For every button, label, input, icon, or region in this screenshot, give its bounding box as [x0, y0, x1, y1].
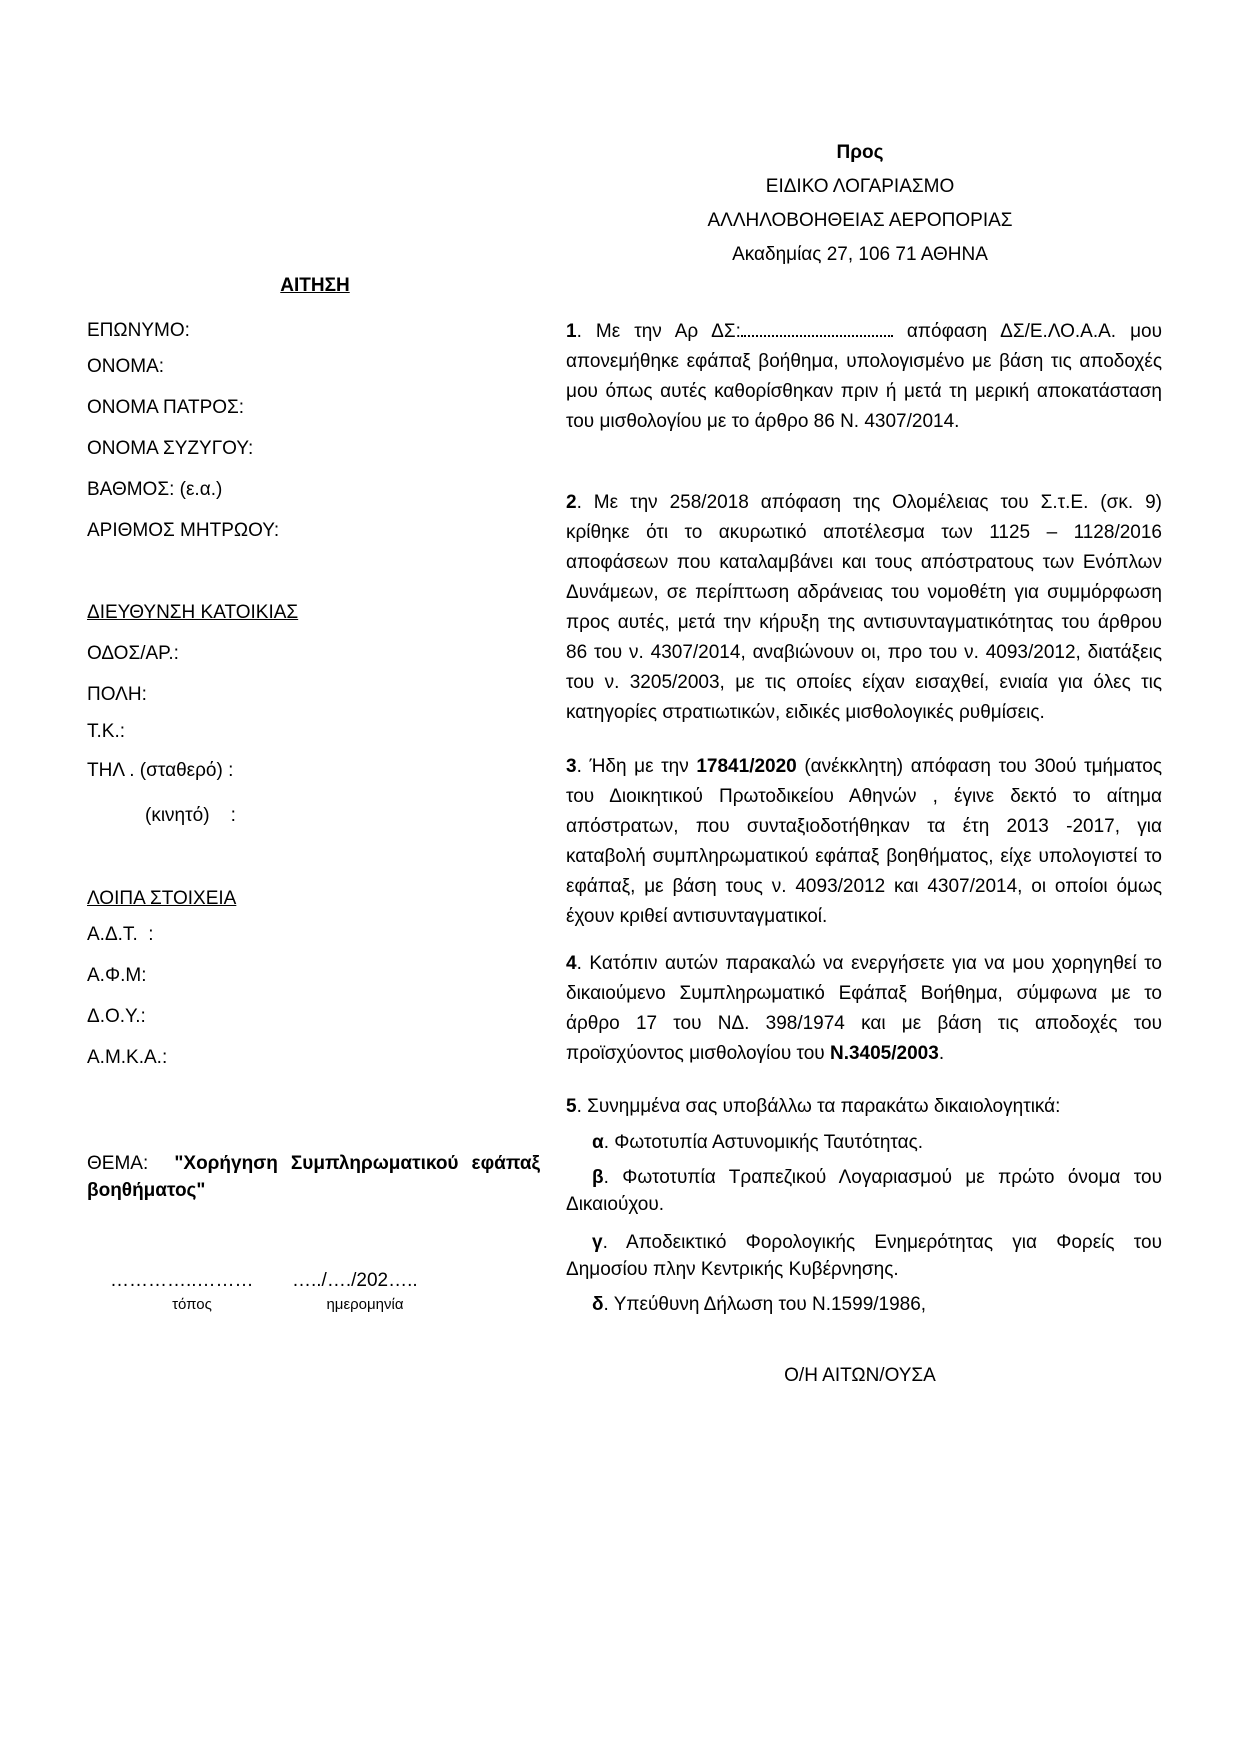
p4-law: Ν.3405/2003: [829, 1043, 939, 1064]
attachment-g-letter: γ: [592, 1232, 603, 1253]
field-onoma: ΟΝΟΜΑ:: [87, 356, 165, 377]
recipient-pros: Προς: [836, 142, 884, 163]
field-adt: Α.Δ.Τ. :: [87, 924, 154, 945]
attachment-b-letter: β: [592, 1167, 604, 1188]
attachment-a: [592, 1128, 1162, 1158]
field-onoma-patros: ΟΝΟΜΑ ΠΑΤΡΟΣ:: [87, 397, 245, 418]
p1-number: 1: [566, 321, 577, 342]
attachment-a-text: . Φωτοτυπία Αστυνομικής Ταυτότητας.: [603, 1132, 924, 1153]
p3-text-a: . Ήδη με την: [576, 756, 697, 777]
subject: [87, 1150, 540, 1204]
field-tk: Τ.Κ.:: [87, 721, 126, 742]
attachment-b: [566, 1164, 1162, 1218]
place-dots: …………..………: [110, 1270, 254, 1291]
p1-text-b: απόφαση ΔΣ/Ε.ΛΟ.Α.Α. μου απονεμήθηκε εφάπαξ βοήθημα, υπολογισμένο με βάση τις αποδοχές μου όπως αυτές καθορίσθηκαν πριν ή μετά τη μερική αποκατάσταση του μισθολογίου με το άρθρο 86 Ν. 4307/2014.: [566, 321, 1162, 432]
field-vathmos: ΒΑΘΜΟΣ: (ε.α.): [87, 479, 223, 500]
field-eponymo: ΕΠΩΝΥΜΟ:: [87, 320, 190, 341]
attachment-d: [592, 1290, 1162, 1320]
subject-label: ΘΕΜΑ:: [87, 1153, 149, 1174]
field-poli: ΠΟΛΗ:: [87, 684, 147, 705]
field-afm: Α.Φ.Μ:: [87, 965, 147, 986]
p2-number: 2: [566, 492, 577, 513]
p2-text: . Με την 258/2018 απόφαση της Ολομέλειας του Σ.τ.Ε. (σκ. 9) κρίθηκε ότι το ακυρωτικό αποτέλεσμα των 1125 – 1128/2016 αποφάσεων που καταλαμβάνει και τους απόστρατους των Ενόπλων Δυνάμεων, σε περίπτωση αδράνειας του νομοθέτη για συμμόρφωση προς αυτές, μετά την κήρυξη της αντισυνταγματικότητας του άρθρου 86 του ν. 4307/2014, αναβιώνουν οι, προ του ν. 4093/2012, διατάξεις του ν. 3205/2003, με τις οποίες είχαν εισαχθεί, ενιαία για όλες τις κατηγορίες στρατιωτικών, ειδικές μισθολογικές ρυθμίσεις.: [566, 492, 1162, 723]
p5-number: 5: [566, 1096, 577, 1117]
field-til-stathero: ΤΗΛ . (σταθερό) :: [87, 760, 234, 781]
p4-text-b: .: [938, 1043, 945, 1064]
attachment-g-text: . Αποδεικτικό Φορολογικής Ενημερότητας για Φορείς του Δημοσίου πλην Κεντρικής Κυβέρνησης.: [566, 1232, 1162, 1280]
recipient-line1: ΕΙΔΙΚΟ ΛΟΓΑΡΙΑΣΜΟ: [765, 176, 955, 197]
attachment-b-text: . Φωτοτυπία Τραπεζικού Λογαριασμού με πρώτο όνομα του Δικαιούχου.: [566, 1167, 1162, 1215]
date-label: ημερομηνία: [326, 1296, 404, 1313]
place-label: τόπος: [172, 1296, 212, 1313]
subject-text: "Χορήγηση Συμπληρωματικού εφάπαξ βοηθήματος": [87, 1153, 541, 1201]
other-heading: ΛΟΙΠΑ ΣΤΟΙΧΕΙΑ: [87, 888, 237, 909]
recipient-line2: ΑΛΛΗΛΟΒΟΗΘΕΙΑΣ ΑΕΡΟΠΟΡΙΑΣ: [707, 210, 1013, 231]
recipient-address: Ακαδημίας 27, 106 71 ΑΘΗΝΑ: [732, 244, 988, 265]
p4-text-a: . Κατόπιν αυτών παρακαλώ να ενεργήσετε για να μου χορηγηθεί το δικαιούμενο Συμπληρωματικό Εφάπαξ Βοήθημα, σύμφωνα με το άρθρο 17 του ΝΔ. 398/1974 και με βάση τις αποδοχές του προϊσχύοντος μισθολογίου του: [566, 953, 1162, 1064]
signature-label: Ο/Η ΑΙΤΩΝ/ΟΥΣΑ: [784, 1365, 936, 1386]
paragraph-2: [566, 488, 1162, 728]
field-onoma-syzygou: ΟΝΟΜΑ ΣΥΖΥΓΟΥ:: [87, 438, 254, 459]
paragraph-3: [566, 752, 1162, 932]
p3-text-b: (ανέκκλητη) απόφαση του 30ού τμήματος του Διοικητικού Πρωτοδικείου Αθηνών , έγινε δεκτό το αίτημα απόστρατων, που συνταξιοδοτήθηκαν τα έτη 2013 -2017, για καταβολή συμπληρωματικού εφάπαξ βοηθήματος, είχε υπολογιστεί το εφάπαξ, με βάση τους ν. 4093/2012 και 4307/2014, οι οποίοι όμως έχουν κριθεί αντισυνταγματικοί.: [566, 756, 1162, 927]
p3-number: 3: [566, 756, 577, 777]
attachment-a-letter: α: [592, 1132, 604, 1153]
field-arithmos-mitroou: ΑΡΙΘΜΟΣ ΜΗΤΡΩΟΥ:: [87, 520, 280, 541]
ds-number-blank: [741, 317, 893, 337]
paragraph-1: [566, 317, 1162, 437]
address-heading: ΔΙΕΥΘΥΝΣΗ ΚΑΤΟΙΚΙΑΣ: [87, 602, 299, 623]
attachment-g: [566, 1229, 1162, 1283]
field-amka: Α.Μ.Κ.Α.:: [87, 1047, 168, 1068]
p5-text: . Συνημμένα σας υποβάλλω τα παρακάτω δικαιολογητικά:: [576, 1096, 1061, 1117]
attachment-d-letter: δ: [592, 1294, 604, 1315]
attachment-d-text: . Υπεύθυνη Δήλωση του Ν.1599/1986,: [603, 1294, 927, 1315]
paragraph-5: [566, 1092, 1162, 1122]
field-doy: Δ.Ο.Υ.:: [87, 1006, 146, 1027]
date-dots: …../…./202…..: [292, 1270, 418, 1291]
paragraph-4: [566, 949, 1162, 1069]
p1-text-a: . Με την Αρ ΔΣ:: [576, 321, 741, 342]
field-til-kinito: (κινητό) :: [145, 805, 236, 826]
p4-number: 4: [566, 953, 577, 974]
p3-decision-number: 17841/2020: [696, 756, 797, 777]
field-odos: ΟΔΟΣ/ΑΡ.:: [87, 643, 179, 664]
page-title: ΑΙΤΗΣΗ: [280, 275, 350, 296]
